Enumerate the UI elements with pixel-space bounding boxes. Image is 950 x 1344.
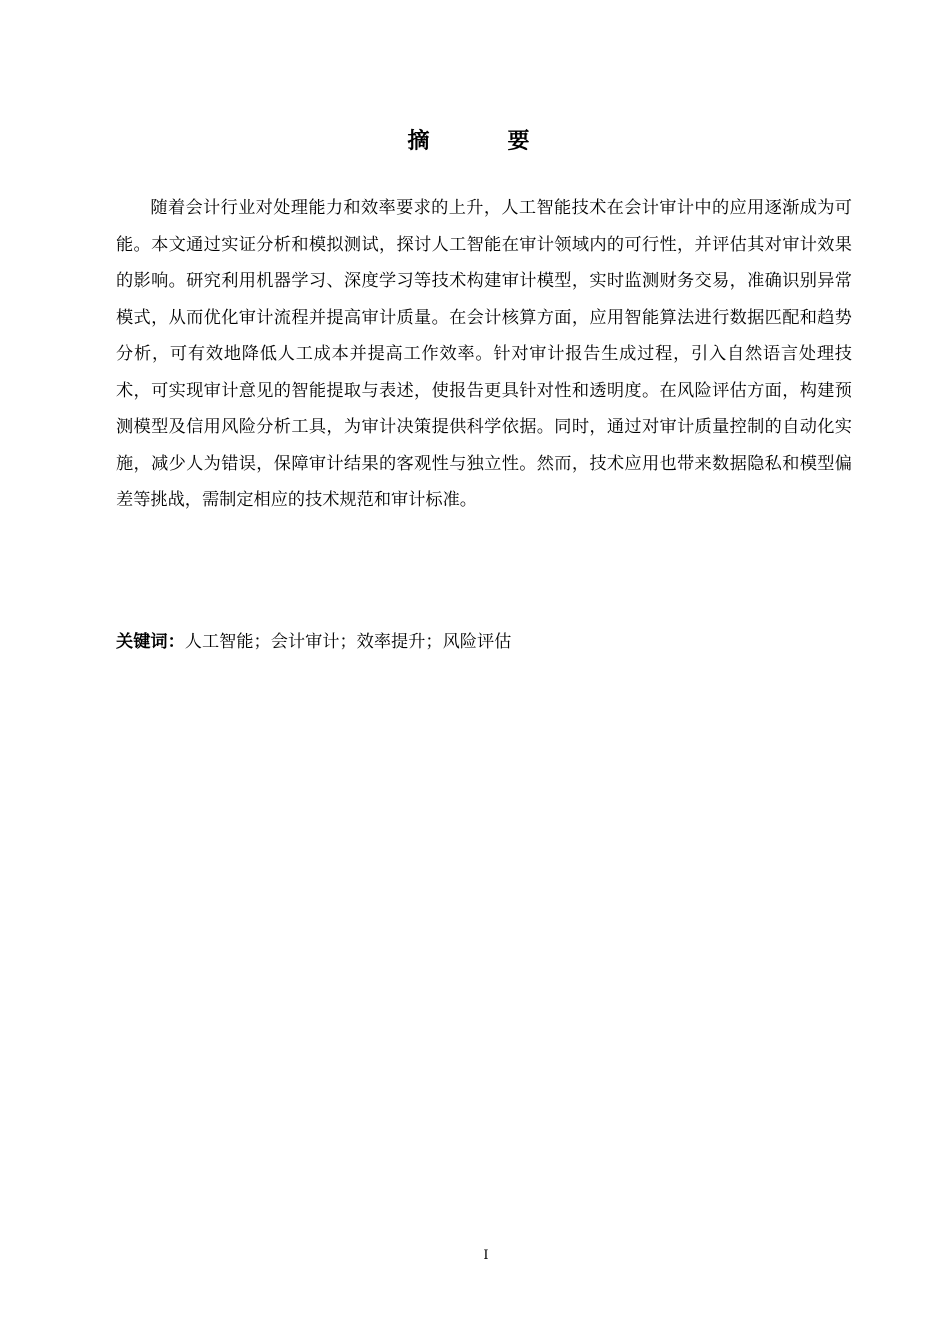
keywords-value: 人工智能；会计审计；效率提升；风险评估 xyxy=(184,632,512,652)
page-number: I xyxy=(483,1248,489,1263)
abstract-paragraph: 随着会计行业对处理能力和效率要求的上升，人工智能技术在会计审计中的应用逐渐成为可能。本文通过实证分析和模拟测试，探讨人工智能在审计领域内的可行性，并评估其对审计效果的影响。研究利用机器学习、深度学习等技术构建审计模型，实时监测财务交易，准确识别异常模式，从而优化审计流程并提高审计质量。在会计核算方面，应用智能算法进行数据匹配和趋势分析，可有效地降低人工成本并提高工作效率。针对审计报告生成过程，引入自然语言处理技术，可实现审计意见的智能提取与表述，使报告更具针对性和透明度。在风险评估方面，构建预测模型及信用风险分析工具，为审计决策提供科学依据。同时，通过对审计质量控制的自动化实施，减少人为错误，保障审计结果的客观性与独立性。然而，技术应用也带来数据隐私和模型偏差等挑战，需制定相应的技术规范和审计标准。 xyxy=(116,198,852,510)
keywords-line xyxy=(116,624,852,660)
page-title: 摘 要 xyxy=(407,128,558,154)
keywords-label: 关键词： xyxy=(116,632,185,652)
